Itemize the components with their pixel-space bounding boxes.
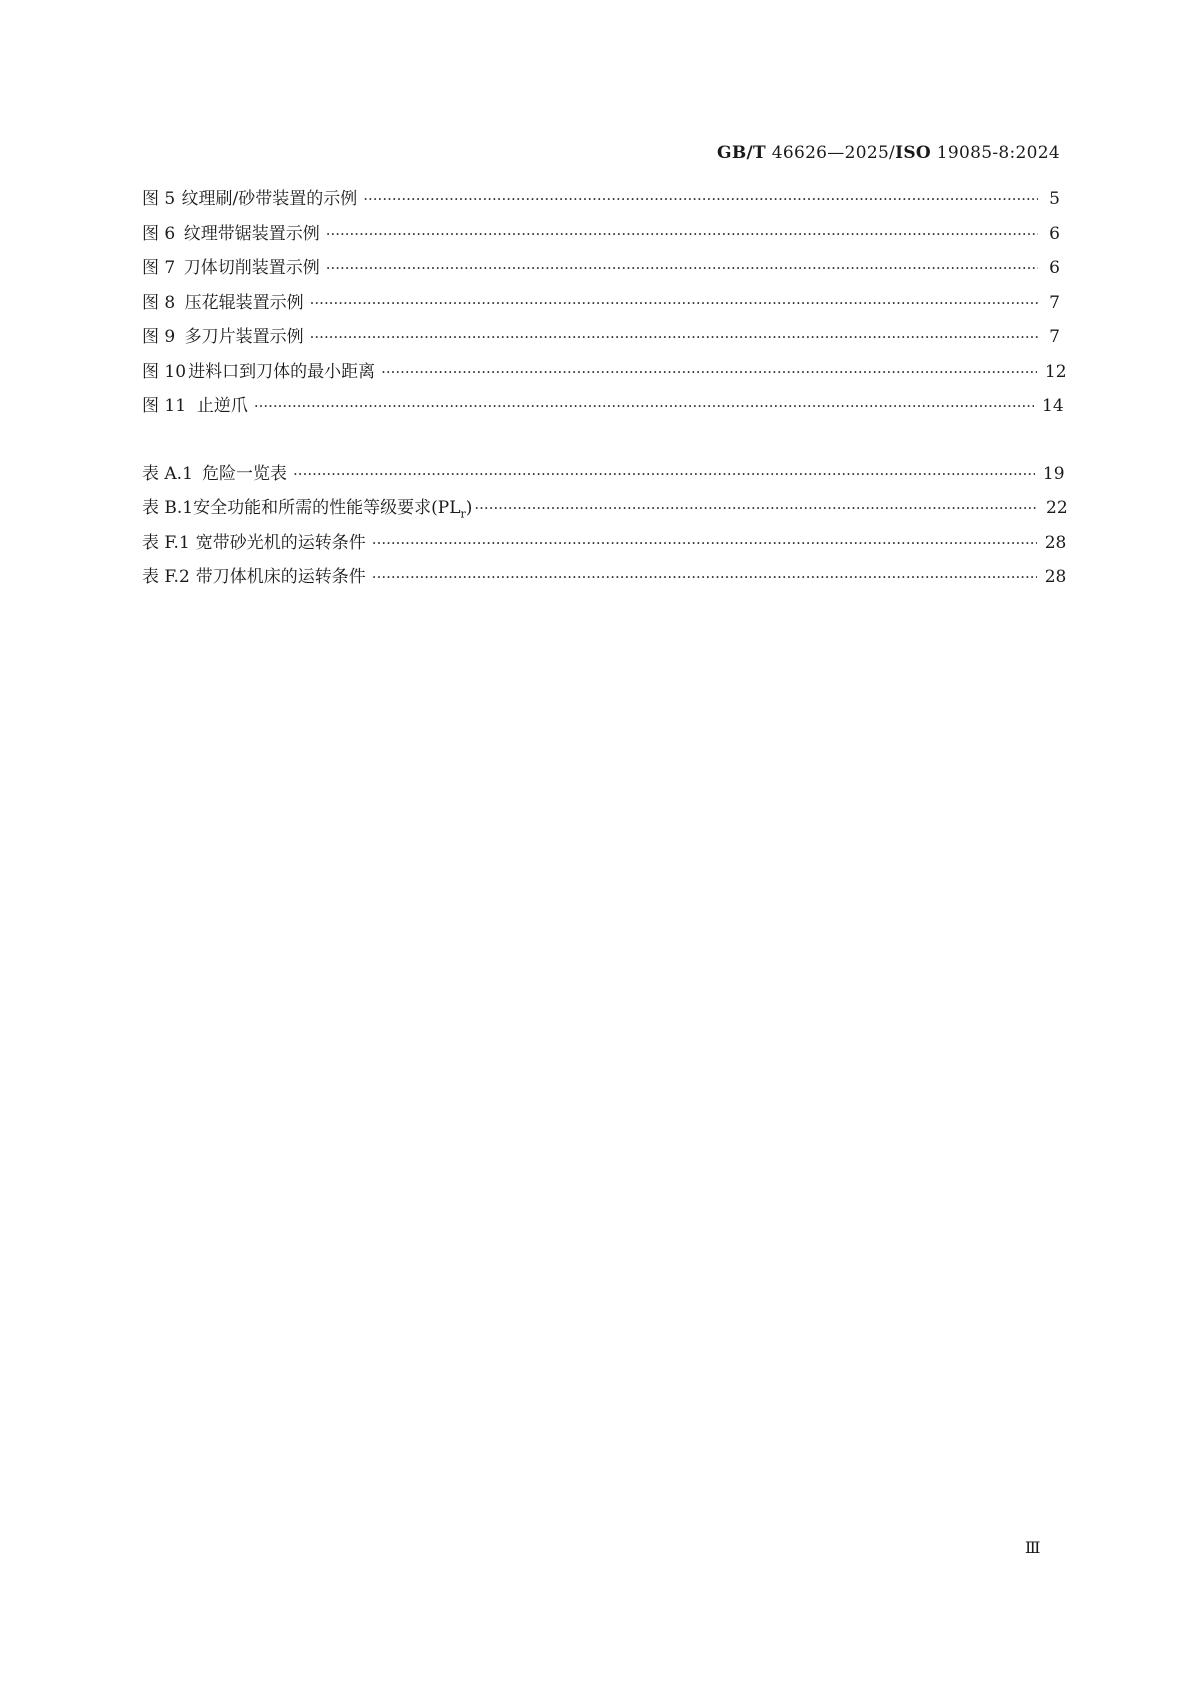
entry-title-close: ) xyxy=(465,498,473,518)
entry-title: 宽带砂光机的运转条件 xyxy=(195,533,366,553)
toc-entry-figure[interactable] xyxy=(142,219,1060,245)
entry-title: 多刀片装置示例 xyxy=(184,327,304,347)
header-iso-number: 19085-8:2024 xyxy=(936,143,1060,163)
toc-entry-figure[interactable] xyxy=(142,322,1060,348)
toc-entry-table[interactable] xyxy=(142,493,1068,521)
entry-title: 带刀体机床的运转条件 xyxy=(195,567,366,587)
entry-title-subscript: r xyxy=(460,507,466,521)
dot-leader xyxy=(474,499,1038,517)
entry-label: 图 7 xyxy=(142,258,176,278)
toc-entry-figure[interactable] xyxy=(142,288,1060,314)
entry-page: 7 xyxy=(1049,293,1060,313)
entry-page: 28 xyxy=(1044,533,1067,553)
entry-label: 图 9 xyxy=(142,327,176,347)
entry-title xyxy=(193,493,474,520)
dot-leader xyxy=(363,190,1038,208)
entry-label: 表 B.1 xyxy=(142,498,194,518)
entry-title-text: 安全功能和所需的性能等级要求(PL xyxy=(193,498,461,518)
dot-leader xyxy=(293,465,1035,483)
entry-title: 止逆爪 xyxy=(196,396,248,416)
entry-label: 表 F.1 xyxy=(142,533,190,553)
dot-leader xyxy=(254,397,1034,415)
toc-entry-table[interactable] xyxy=(142,459,1065,485)
entry-title: 危险一览表 xyxy=(202,464,288,484)
toc-entry-table[interactable] xyxy=(142,528,1067,554)
entry-title: 纹理刷/砂带装置的示例 xyxy=(181,189,358,209)
entry-label: 图 8 xyxy=(142,293,176,313)
toc-entry-figure[interactable] xyxy=(142,253,1060,279)
entry-page: 6 xyxy=(1049,258,1060,278)
dot-leader xyxy=(310,328,1038,346)
dot-leader xyxy=(372,568,1037,586)
toc-entry-figure[interactable] xyxy=(142,184,1060,210)
header-iso: ISO xyxy=(895,143,932,163)
dot-leader xyxy=(372,534,1037,552)
header-number: 46626—2025/ xyxy=(771,143,896,163)
toc-entry-table[interactable] xyxy=(142,562,1067,588)
entry-page: 5 xyxy=(1049,189,1060,209)
entry-label: 图 11 xyxy=(142,396,187,416)
dot-leader xyxy=(326,259,1038,277)
entry-label: 图 5 xyxy=(142,189,176,209)
entry-page: 14 xyxy=(1042,396,1064,416)
entry-page: 6 xyxy=(1049,224,1060,244)
entry-title: 刀体切削装置示例 xyxy=(183,258,320,278)
entry-page: 7 xyxy=(1049,327,1060,347)
entry-title: 进料口到刀体的最小距离 xyxy=(188,362,376,382)
entry-label: 表 F.2 xyxy=(142,567,190,587)
page-number: Ⅲ xyxy=(1025,1538,1040,1557)
entry-page: 19 xyxy=(1042,464,1065,484)
header-gbt: GB/T xyxy=(717,143,766,163)
dot-leader xyxy=(326,225,1038,243)
entry-page: 22 xyxy=(1046,498,1068,518)
toc-entry-figure[interactable] xyxy=(142,391,1064,417)
entry-title: 压花辊装置示例 xyxy=(184,293,304,313)
entry-label: 表 A.1 xyxy=(142,464,193,484)
standard-header xyxy=(0,143,1060,163)
dot-leader xyxy=(381,363,1037,381)
entry-title: 纹理带锯装置示例 xyxy=(183,224,320,244)
entry-label: 图 6 xyxy=(142,224,176,244)
entry-page: 28 xyxy=(1044,567,1067,587)
dot-leader xyxy=(310,294,1038,312)
toc-entry-figure[interactable] xyxy=(142,357,1067,383)
entry-label: 图 10 xyxy=(142,362,187,382)
entry-page: 12 xyxy=(1044,362,1067,382)
